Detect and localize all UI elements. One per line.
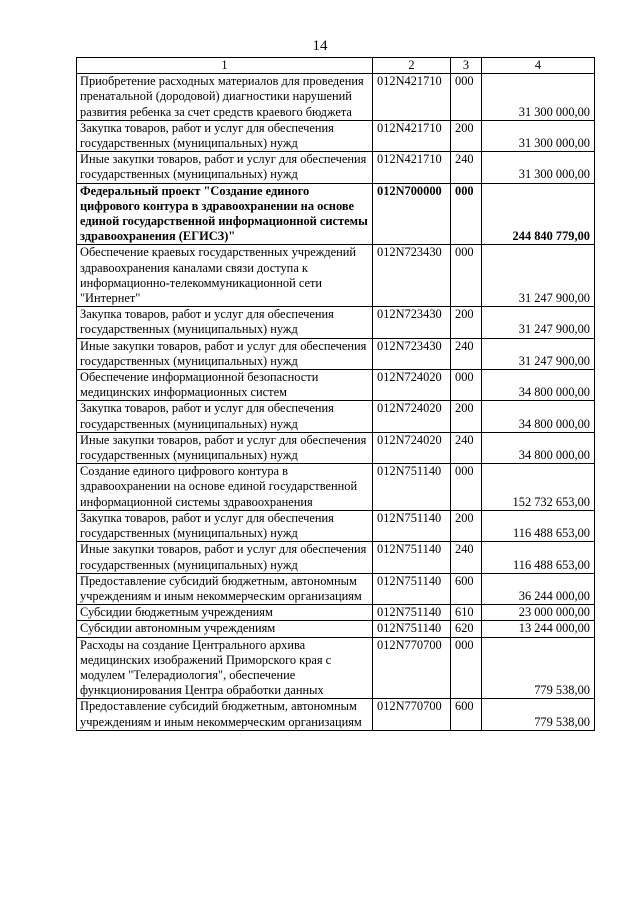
row-amount-cell: 31 247 900,00 [482,245,595,307]
row-type-cell: 000 [451,245,482,307]
budget-table [76,57,595,731]
row-type-cell: 200 [451,307,482,338]
row-amount-cell: 116 488 653,00 [482,542,595,573]
row-code-cell: 012N700000 [373,183,451,245]
row-name-cell: Иные закупки товаров, работ и услуг для обеспечения государственных (муниципальных) нужд [77,542,373,573]
row-code-cell: 012N723430 [373,307,451,338]
row-amount-cell: 23 000 000,00 [482,605,595,621]
table-row [77,432,595,463]
row-type-cell: 240 [451,152,482,183]
row-name-cell: Предоставление субсидий бюджетным, автономным учреждениям и иным некоммерческим организациям [77,573,373,604]
row-code-cell: 012N770700 [373,637,451,699]
row-type-cell: 610 [451,605,482,621]
table-row [77,510,595,541]
row-type-cell: 600 [451,699,482,730]
page-number: 14 [312,38,328,54]
row-code-cell: 012N724020 [373,370,451,401]
row-name-cell: Иные закупки товаров, работ и услуг для обеспечения государственных (муниципальных) нужд [77,152,373,183]
row-type-cell: 200 [451,510,482,541]
table-header-row [77,58,595,74]
row-amount-cell: 779 538,00 [482,699,595,730]
row-code-cell: 012N751140 [373,464,451,511]
column-header-1: 1 [77,58,373,74]
row-name-cell: Расходы на создание Центрального архива медицинских изображений Приморского края с модулем "Телерадиология", обеспечение функционирования Центра обработки данных [77,637,373,699]
column-header-4: 4 [482,58,595,74]
column-header-3: 3 [451,58,482,74]
row-code-cell: 012N723430 [373,338,451,369]
row-name-cell: Субсидии бюджетным учреждениям [77,605,373,621]
row-type-cell: 200 [451,401,482,432]
row-amount-cell: 13 244 000,00 [482,621,595,637]
row-code-cell: 012N723430 [373,245,451,307]
table-row [77,152,595,183]
row-code-cell: 012N421710 [373,74,451,121]
row-type-cell: 000 [451,637,482,699]
row-type-cell: 240 [451,432,482,463]
row-code-cell: 012N421710 [373,152,451,183]
row-name-cell: Создание единого цифрового контура в здравоохранении на основе единой государственной информационной системы здравоохранения [77,464,373,511]
row-amount-cell: 34 800 000,00 [482,432,595,463]
column-header-2: 2 [373,58,451,74]
table-row [77,370,595,401]
row-type-cell: 000 [451,74,482,121]
row-amount-cell: 31 247 900,00 [482,307,595,338]
row-name-cell: Предоставление субсидий бюджетным, автономным учреждениям и иным некоммерческим организациям [77,699,373,730]
table-row [77,74,595,121]
row-name-cell: Обеспечение информационной безопасности медицинских информационных систем [77,370,373,401]
row-amount-cell: 36 244 000,00 [482,573,595,604]
row-amount-cell: 34 800 000,00 [482,370,595,401]
row-amount-cell: 31 300 000,00 [482,152,595,183]
row-name-cell: Закупка товаров, работ и услуг для обеспечения государственных (муниципальных) нужд [77,401,373,432]
row-type-cell: 200 [451,120,482,151]
table-row [77,245,595,307]
row-code-cell: 012N421710 [373,120,451,151]
row-amount-cell: 34 800 000,00 [482,401,595,432]
row-code-cell: 012N751140 [373,605,451,621]
row-name-cell: Закупка товаров, работ и услуг для обеспечения государственных (муниципальных) нужд [77,510,373,541]
row-type-cell: 240 [451,338,482,369]
row-type-cell: 000 [451,370,482,401]
row-amount-cell: 152 732 653,00 [482,464,595,511]
table-row [77,621,595,637]
row-type-cell: 620 [451,621,482,637]
table-row [77,401,595,432]
row-name-cell: Федеральный проект "Создание единого цифрового контура в здравоохранении на основе единой государственной информационной системы здравоохранения (ЕГИСЗ)" [77,183,373,245]
row-amount-cell: 116 488 653,00 [482,510,595,541]
row-code-cell: 012N724020 [373,432,451,463]
row-code-cell: 012N724020 [373,401,451,432]
table-row [77,605,595,621]
row-name-cell: Субсидии автономным учреждениям [77,621,373,637]
row-code-cell: 012N751140 [373,542,451,573]
table-row [77,464,595,511]
row-amount-cell: 244 840 779,00 [482,183,595,245]
row-name-cell: Закупка товаров, работ и услуг для обеспечения государственных (муниципальных) нужд [77,307,373,338]
row-type-cell: 240 [451,542,482,573]
row-code-cell: 012N751140 [373,510,451,541]
row-code-cell: 012N751140 [373,573,451,604]
row-code-cell: 012N751140 [373,621,451,637]
table-row [77,573,595,604]
row-type-cell: 600 [451,573,482,604]
table-row [77,637,595,699]
row-name-cell: Закупка товаров, работ и услуг для обеспечения государственных (муниципальных) нужд [77,120,373,151]
table-row [77,338,595,369]
row-name-cell: Обеспечение краевых государственных учреждений здравоохранения каналами связи доступа к информационно-телекоммуникационной сети "Интернет" [77,245,373,307]
row-amount-cell: 31 300 000,00 [482,120,595,151]
table-row [77,699,595,730]
table-row [77,307,595,338]
row-code-cell: 012N770700 [373,699,451,730]
row-name-cell: Иные закупки товаров, работ и услуг для обеспечения государственных (муниципальных) нужд [77,338,373,369]
table-row [77,120,595,151]
table-row [77,183,595,245]
row-name-cell: Приобретение расходных материалов для проведения пренатальной (дородовой) диагностики нарушений развития ребенка за счет средств краевого бюджета [77,74,373,121]
row-type-cell: 000 [451,183,482,245]
row-name-cell: Иные закупки товаров, работ и услуг для обеспечения государственных (муниципальных) нужд [77,432,373,463]
row-amount-cell: 31 247 900,00 [482,338,595,369]
table-row [77,542,595,573]
row-amount-cell: 31 300 000,00 [482,74,595,121]
row-type-cell: 000 [451,464,482,511]
row-amount-cell: 779 538,00 [482,637,595,699]
